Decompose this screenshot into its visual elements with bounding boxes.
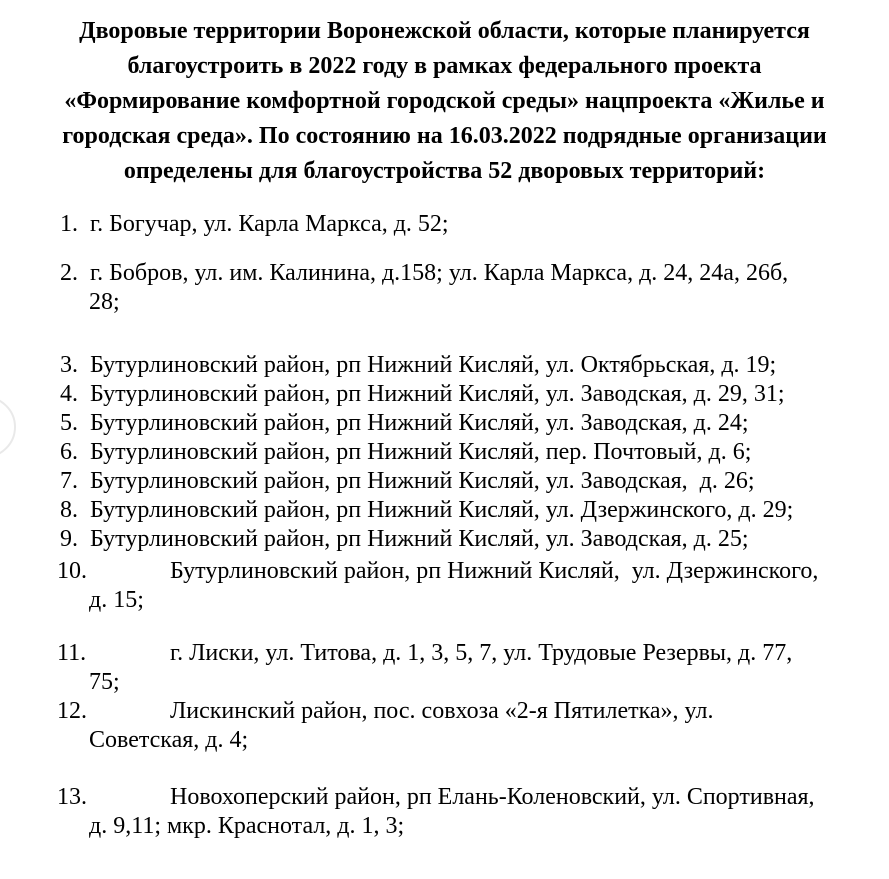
list-item bbox=[0, 210, 889, 239]
list-item bbox=[0, 467, 889, 496]
item-first-line bbox=[0, 380, 889, 409]
item-continuation-line: 28; bbox=[89, 289, 120, 315]
item-first-line bbox=[0, 409, 889, 438]
item-number: 2. bbox=[60, 260, 78, 286]
list-item bbox=[0, 438, 889, 467]
item-text: Новохоперский район, рп Елань-Коленовский, ул. Спортивная, bbox=[170, 784, 815, 810]
title-line: Дворовые территории Воронежской области, которые планируется bbox=[79, 18, 810, 44]
list-item bbox=[0, 697, 889, 755]
item-text: Бутурлиновский район, рп Нижний Кисляй, ул. Октябрьская, д. 19; bbox=[90, 352, 777, 378]
item-number: 9. bbox=[60, 526, 78, 552]
item-continuation-line: Советская, д. 4; bbox=[89, 727, 249, 753]
item-text: Бутурлиновский район, рп Нижний Кисляй, ул. Дзержинского, д. 29; bbox=[90, 497, 794, 523]
list-item bbox=[0, 380, 889, 409]
list-item bbox=[0, 409, 889, 438]
title-line: определены для благоустройства 52 дворовых территорий: bbox=[123, 158, 766, 184]
item-text: Бутурлиновский район, рп Нижний Кисляй, ул. Дзержинского, bbox=[170, 558, 819, 584]
item-first-line bbox=[0, 557, 889, 586]
document-title bbox=[0, 0, 889, 189]
item-text: Бутурлиновский район, рп Нижний Кисляй, ул. Заводская, д. 26; bbox=[90, 468, 755, 494]
title-line: городская среда». По состоянию на 16.03.2022 подрядные организации bbox=[62, 123, 827, 149]
item-number: 11. bbox=[57, 640, 87, 666]
list-item bbox=[0, 525, 889, 554]
item-text: Лискинский район, пос. совхоза «2-я Пятилетка», ул. bbox=[170, 698, 714, 724]
list-item bbox=[0, 783, 889, 841]
list-item bbox=[0, 639, 889, 697]
item-text: Бутурлиновский район, рп Нижний Кисляй, ул. Заводская, д. 29, 31; bbox=[90, 381, 785, 407]
territory-list bbox=[0, 210, 889, 841]
item-text: г. Бобров, ул. им. Калинина, д.158; ул. Карла Маркса, д. 24, 24а, 26б, bbox=[90, 260, 789, 286]
list-item bbox=[0, 557, 889, 615]
item-continuation-line: 75; bbox=[89, 669, 120, 695]
item-number: 10. bbox=[57, 558, 87, 584]
item-text: г. Лиски, ул. Титова, д. 1, 3, 5, 7, ул. Трудовые Резервы, д. 77, bbox=[170, 640, 793, 666]
item-number: 4. bbox=[60, 381, 78, 407]
item-number: 8. bbox=[60, 497, 78, 523]
item-text: г. Богучар, ул. Карла Маркса, д. 52; bbox=[90, 211, 449, 237]
item-first-line bbox=[0, 259, 889, 288]
list-item bbox=[0, 351, 889, 380]
item-first-line bbox=[0, 525, 889, 554]
item-number: 13. bbox=[57, 784, 87, 810]
item-continuation-line: д. 15; bbox=[89, 587, 144, 613]
item-first-line bbox=[0, 438, 889, 467]
item-number: 5. bbox=[60, 410, 78, 436]
title-line: благоустроить в 2022 году в рамках федерального проекта bbox=[127, 53, 762, 79]
item-text: Бутурлиновский район, рп Нижний Кисляй, пер. Почтовый, д. 6; bbox=[90, 439, 752, 465]
item-number: 7. bbox=[60, 468, 78, 494]
item-first-line bbox=[0, 783, 889, 812]
item-number: 6. bbox=[60, 439, 78, 465]
item-first-line bbox=[0, 210, 889, 239]
item-number: 3. bbox=[60, 352, 78, 378]
item-first-line bbox=[0, 639, 889, 668]
item-first-line bbox=[0, 467, 889, 496]
item-text: Бутурлиновский район, рп Нижний Кисляй, ул. Заводская, д. 24; bbox=[90, 410, 749, 436]
item-continuation-line: д. 9,11; мкр. Краснотал, д. 1, 3; bbox=[89, 813, 405, 839]
list-item bbox=[0, 496, 889, 525]
item-first-line bbox=[0, 697, 889, 726]
item-number: 1. bbox=[60, 211, 78, 237]
title-line: «Формирование комфортной городской среды» нацпроекта «Жилье и bbox=[64, 88, 825, 114]
list-item bbox=[0, 259, 889, 317]
item-first-line bbox=[0, 496, 889, 525]
item-first-line bbox=[0, 351, 889, 380]
item-text: Бутурлиновский район, рп Нижний Кисляй, ул. Заводская, д. 25; bbox=[90, 526, 749, 552]
item-number: 12. bbox=[57, 698, 87, 724]
